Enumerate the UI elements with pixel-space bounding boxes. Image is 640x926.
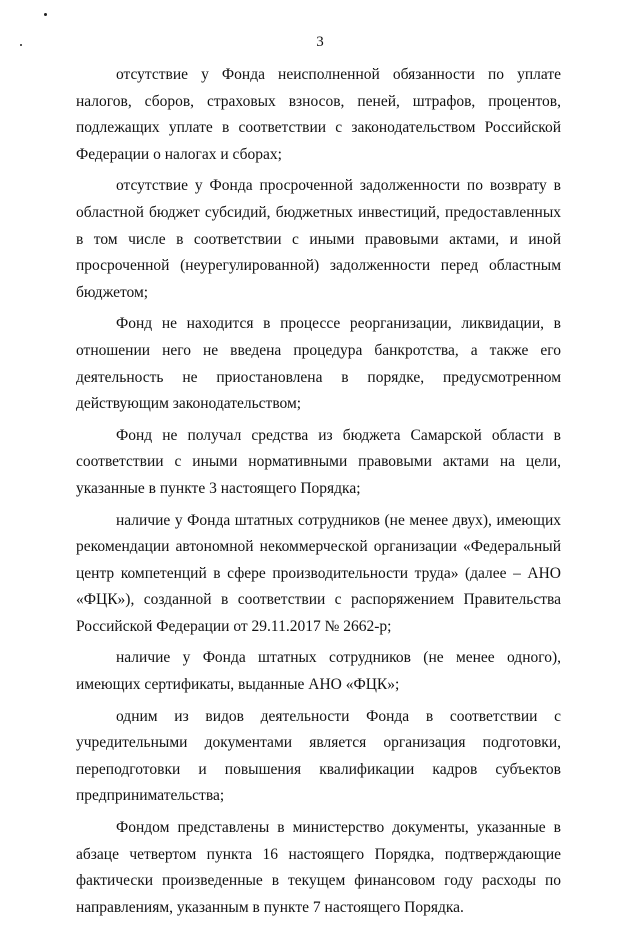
page-number: 3 xyxy=(316,34,324,50)
paragraph-staff-certificates: наличие у Фонда штатных сотрудников (не менее одного), имеющих сертификаты, выданные АНО «ФЦК»; xyxy=(76,649,561,694)
paragraph-no-other-funding: Фонд не получал средства из бюджета Самарской области в соответствии с иными нормативными правовыми актами на цели, указанные в пункте 3 настоящего Порядка; xyxy=(76,426,561,497)
paragraph-staff-recommendations: наличие у Фонда штатных сотрудников (не менее двух), имеющих рекомендации автономной некоммерческой организации «Федеральный центр компетенций в сфере производительности труда» (далее – АНО «ФЦК»), созданной в соответствии с распоряжением Правительства Российской Федерации от 29.11.2017 № 2662-р; xyxy=(76,511,561,635)
paragraph-no-tax-debt: отсутствие у Фонда неисполненной обязанности по уплате налогов, сборов, страховых взносов, пеней, штрафов, процентов, подлежащих уплате в соответствии с законодательством Российской Федерации о налогах и сборах; xyxy=(76,66,561,163)
paragraph-documents-submitted: Фондом представлены в министерство документы, указанные в абзаце четвертом пункта 16 настоящего Порядка, подтверждающие фактически произведенные в текущем финансовом году расходы по направлениям, указанным в пункте 7 настоящего Порядка. xyxy=(76,819,561,916)
paragraph-no-overdue-budget-debt: отсутствие у Фонда просроченной задолженности по возврату в областной бюджет субсидий, бюджетных инвестиций, предоставленных в том числе в соответствии с иными правовыми актами, и иной просроченной (неурегулированной) задолженности перед областным бюджетом; xyxy=(76,177,561,301)
document-body xyxy=(76,62,561,926)
paragraph-training-activity: одним из видов деятельности Фонда в соответствии с учредительными документами является организация подготовки, переподготовки и повышения квалификации кадров субъектов предпринимательства; xyxy=(76,707,561,805)
scan-speck xyxy=(44,13,47,16)
paragraph-no-reorganization: Фонд не находится в процессе реорганизации, ликвидации, в отношении него не введена процедура банкротства, а также его деятельность не приостановлена в порядке, предусмотренном действующим законодательством; xyxy=(76,315,561,413)
